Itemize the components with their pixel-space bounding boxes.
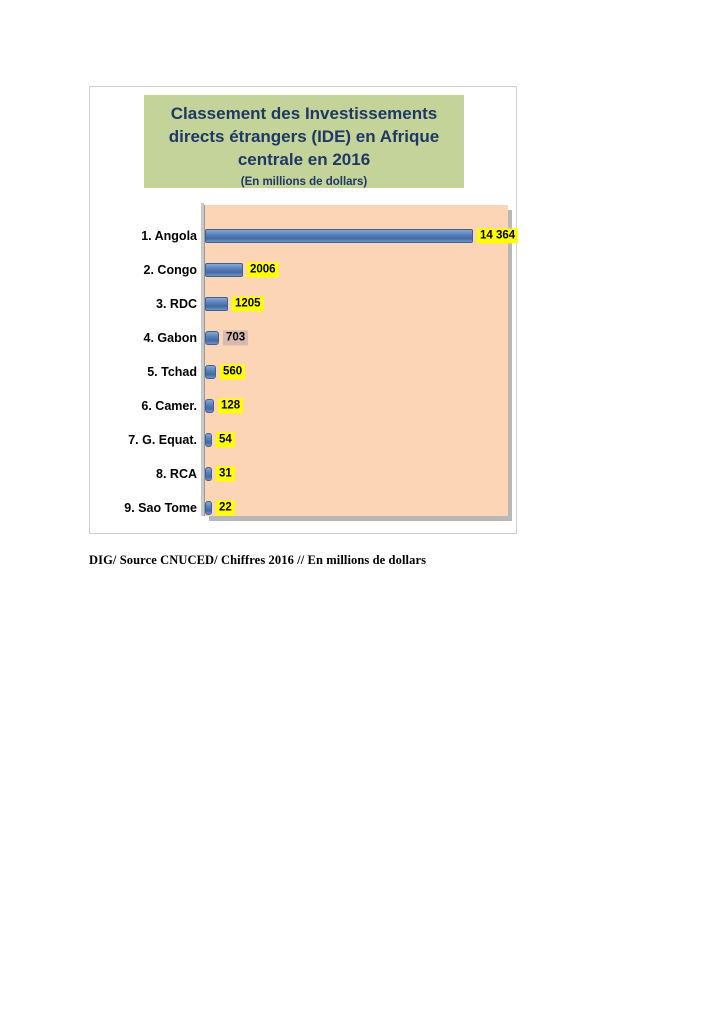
bar-7[interactable] [205,433,212,447]
bar-series [205,205,516,516]
category-label-3: 3. RDC [156,297,197,311]
category-label-5: 5. Tchad [147,365,197,379]
bar-5[interactable] [205,365,216,379]
bar-value-8: 31 [216,466,235,481]
chart-title-line-1: Classement des Investissements [170,104,438,123]
chart-title-line-2: directs étrangers (IDE) en Afrique [168,126,440,146]
y-axis-line [201,203,204,516]
bar-8[interactable] [205,467,212,481]
plot-wrapper [90,203,518,527]
bar-6[interactable] [205,399,214,413]
category-label-9: 9. Sao Tome [124,501,197,515]
bar-value-1: 14 364 [477,228,518,243]
bar-value-9: 22 [216,500,235,515]
chart-subtitle: (En millions de dollars) [240,175,368,188]
chart-container [89,86,517,534]
bar-4[interactable] [205,331,219,345]
category-axis-labels [90,205,197,516]
bar-1[interactable] [205,229,473,243]
bar-value-5: 560 [220,364,245,379]
bar-9[interactable] [205,501,212,515]
bar-2[interactable] [205,263,243,277]
chart-title [154,103,454,172]
chart-title-line-3: centrale en 2016 [237,149,371,169]
bar-value-4: 703 [223,330,248,345]
category-label-6: 6. Camer. [141,399,197,413]
chart-title-block [144,95,464,188]
bar-3[interactable] [205,297,228,311]
category-label-4: 4. Gabon [143,331,197,345]
category-label-7: 7. G. Equat. [128,433,197,447]
category-label-8: 8. RCA [156,467,197,481]
category-label-2: 2. Congo [143,263,197,277]
source-footnote: DIG/ Source CNUCED/ Chiffres 2016 // En millions de dollars [89,553,427,567]
bar-value-3: 1205 [232,296,264,311]
bar-value-6: 128 [218,398,243,413]
category-label-1: 1. Angola [141,229,197,243]
bar-value-7: 54 [216,432,235,447]
bar-value-2: 2006 [247,262,279,277]
